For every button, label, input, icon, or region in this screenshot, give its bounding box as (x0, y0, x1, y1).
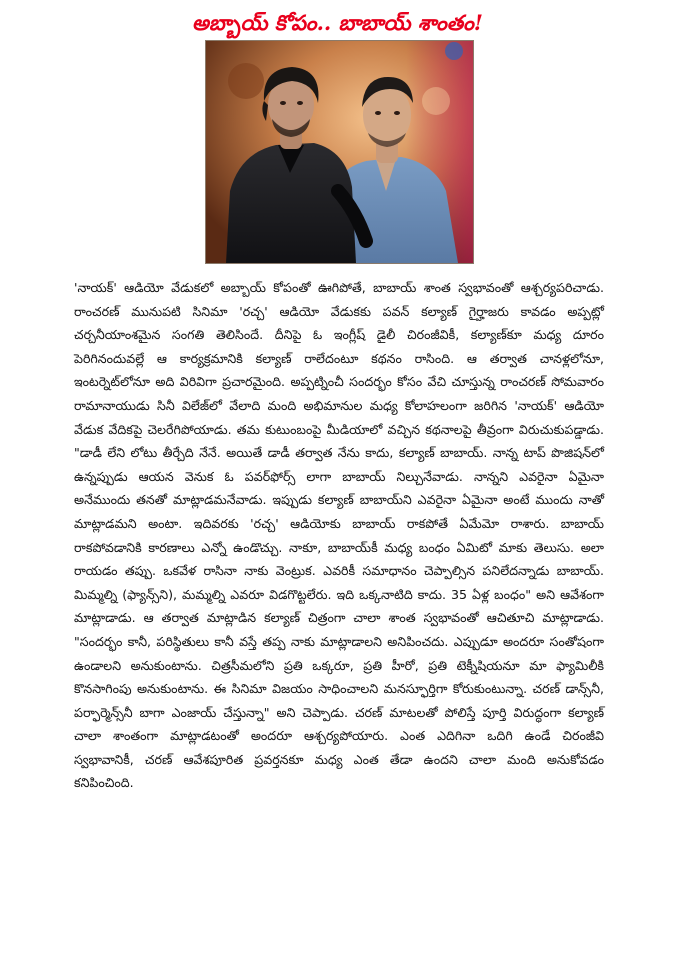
page-headline: అబ్బాయ్ కోపం.. బాబాయ్ శాంతం! (192, 10, 483, 35)
article-photo (205, 40, 474, 264)
article-paragraph: 'నాయక్' ఆడియో వేడుకలో అబ్బాయ్ కోపంతో ఊగిపోతే, బాబాయ్ శాంత స్వభావంతో ఆశ్చర్యపరిచాడు. రాంచరణ్ మునుపటి సినిమా 'రచ్చ' ఆడియో వేడుకకు పవన్ కల్యాణ్ గైర్హాజరు కావడం అప్పట్లో చర్చనీయాంశమైన సంగతి తెలిసిందే. దీనిపై ఓ ఇంగ్లీష్ డైలీ చిరంజీవికీ, కల్యాణ్‌కూ మధ్య దూరం పెరిగినందువల్లే ఆ కార్యక్రమానికి కల్యాణ్ రాలేదంటూ కథనం రాసింది. ఆ తర్వాత చానళ్లలోనూ, ఇంటర్నెట్‌లోనూ అది విరివిగా ప్రచారమైంది. అప్పట్నించీ సందర్భం కోసం వేచి చూస్తున్న రాంచరణ్ సోమవారం రామానాయుడు సినీ విలేజ్‌లో వేలాది మంది అభిమానుల మధ్య కోలాహలంగా జరిగిన 'నాయక్' ఆడియో వేడుక వేదికపై చెలరేగిపోయాడు. తమ కుటుంబంపై మీడియాలో వచ్చిన కథనాలపై తీవ్రంగా విరుచుకుపడ్డాడు. "డాడీ లేని లోటు తీర్చేది నేనే. అయితే డాడీ తర్వాత నేను కాదు, కల్యాణ్ బాబాయ్. నాన్న టాప్ పొజిషన్‌లో ఉన్నప్పుడు ఆయన వెనుక ఓ పవర్‌ఫోర్స్ లాగా బాబాయ్ నిల్చునేవాడు. నాన్నని ఎవరైనా ఏమైనా అనేముందు తనతో మాట్లాడమనేవాడు. ఇప్పుడు కల్యాణ్ బాబాయ్‌ని ఎవరైనా ఏమైనా అంటే ముందు నాతో మాట్లాడమని అంటా. ఇదివరకు 'రచ్చ' ఆడియోకు బాబాయ్ రాకపోతే ఏమేమో రాశారు. బాబాయ్ రాకపోవడానికి కారణాలు ఎన్నో ఉండొచ్చు. నాకూ, బాబాయ్‌కీ మధ్య బంధం ఏమిటో మాకు తెలుసు. అలా రాయడం తప్పు. ఒకవేళ రాసినా నాకు వెంట్రుక. ఎవరికీ సమాధానం చెప్పాల్సిన పనిలేదన్నాడు బాబాయ్. మిమ్మల్ని (ఫ్యాన్స్‌ని), మమ్మల్ని ఎవరూ విడగొట్టలేరు. ఇది ఒక్కనాటిది కాదు. 35 ఏళ్ల బంధం" అని ఆవేశంగా మాట్లాడాడు. ఆ తర్వాత మాట్లాడిన కల్యాణ్ చిత్రంగా చాలా శాంత స్వభావంతో ఆచితూచి మాట్లాడాడు. "సందర్భం కానీ, పరిస్థితులు కానీ వస్తే తప్ప నాకు మాట్లాడాలని అనిపించదు. ఎప్పుడూ అందరూ సంతోషంగా ఉండాలని అనుకుంటాను. చిత్రసీమలోని ప్రతి ఒక్కరూ, ప్రతి హీరో, ప్రతి టెక్నీషియనూ మా ఫ్యామిలీకి కొనసాగింపు అనుకుంటాను. ఈ సినిమా విజయం సాధించాలని మనస్ఫూర్తిగా కోరుకుంటున్నా. చరణ్ డాన్స్‌నీ, పర్ఫార్మెన్స్‌నీ బాగా ఎంజాయ్ చేస్తున్నా" అని చెప్పాడు. చరణ్ మాటలతో పోలిస్తే పూర్తి విరుద్ధంగా కల్యాణ్ చాలా శాంతంగా మాట్లాడటంతో అందరూ ఆశ్చర్యపోయారు. ఎంత ఎదిగినా ఒదిగి ఉండే చిరంజీవి స్వభావానికీ, చరణ్ ఆవేశపూరిత ప్రవర్తనకూ మధ్య ఎంత తేడా ఉందని చాలా మంది అనుకోవడం కనిపించింది. (74, 280, 604, 791)
article-body (74, 276, 604, 795)
photo-of-two-men-icon (206, 41, 473, 263)
